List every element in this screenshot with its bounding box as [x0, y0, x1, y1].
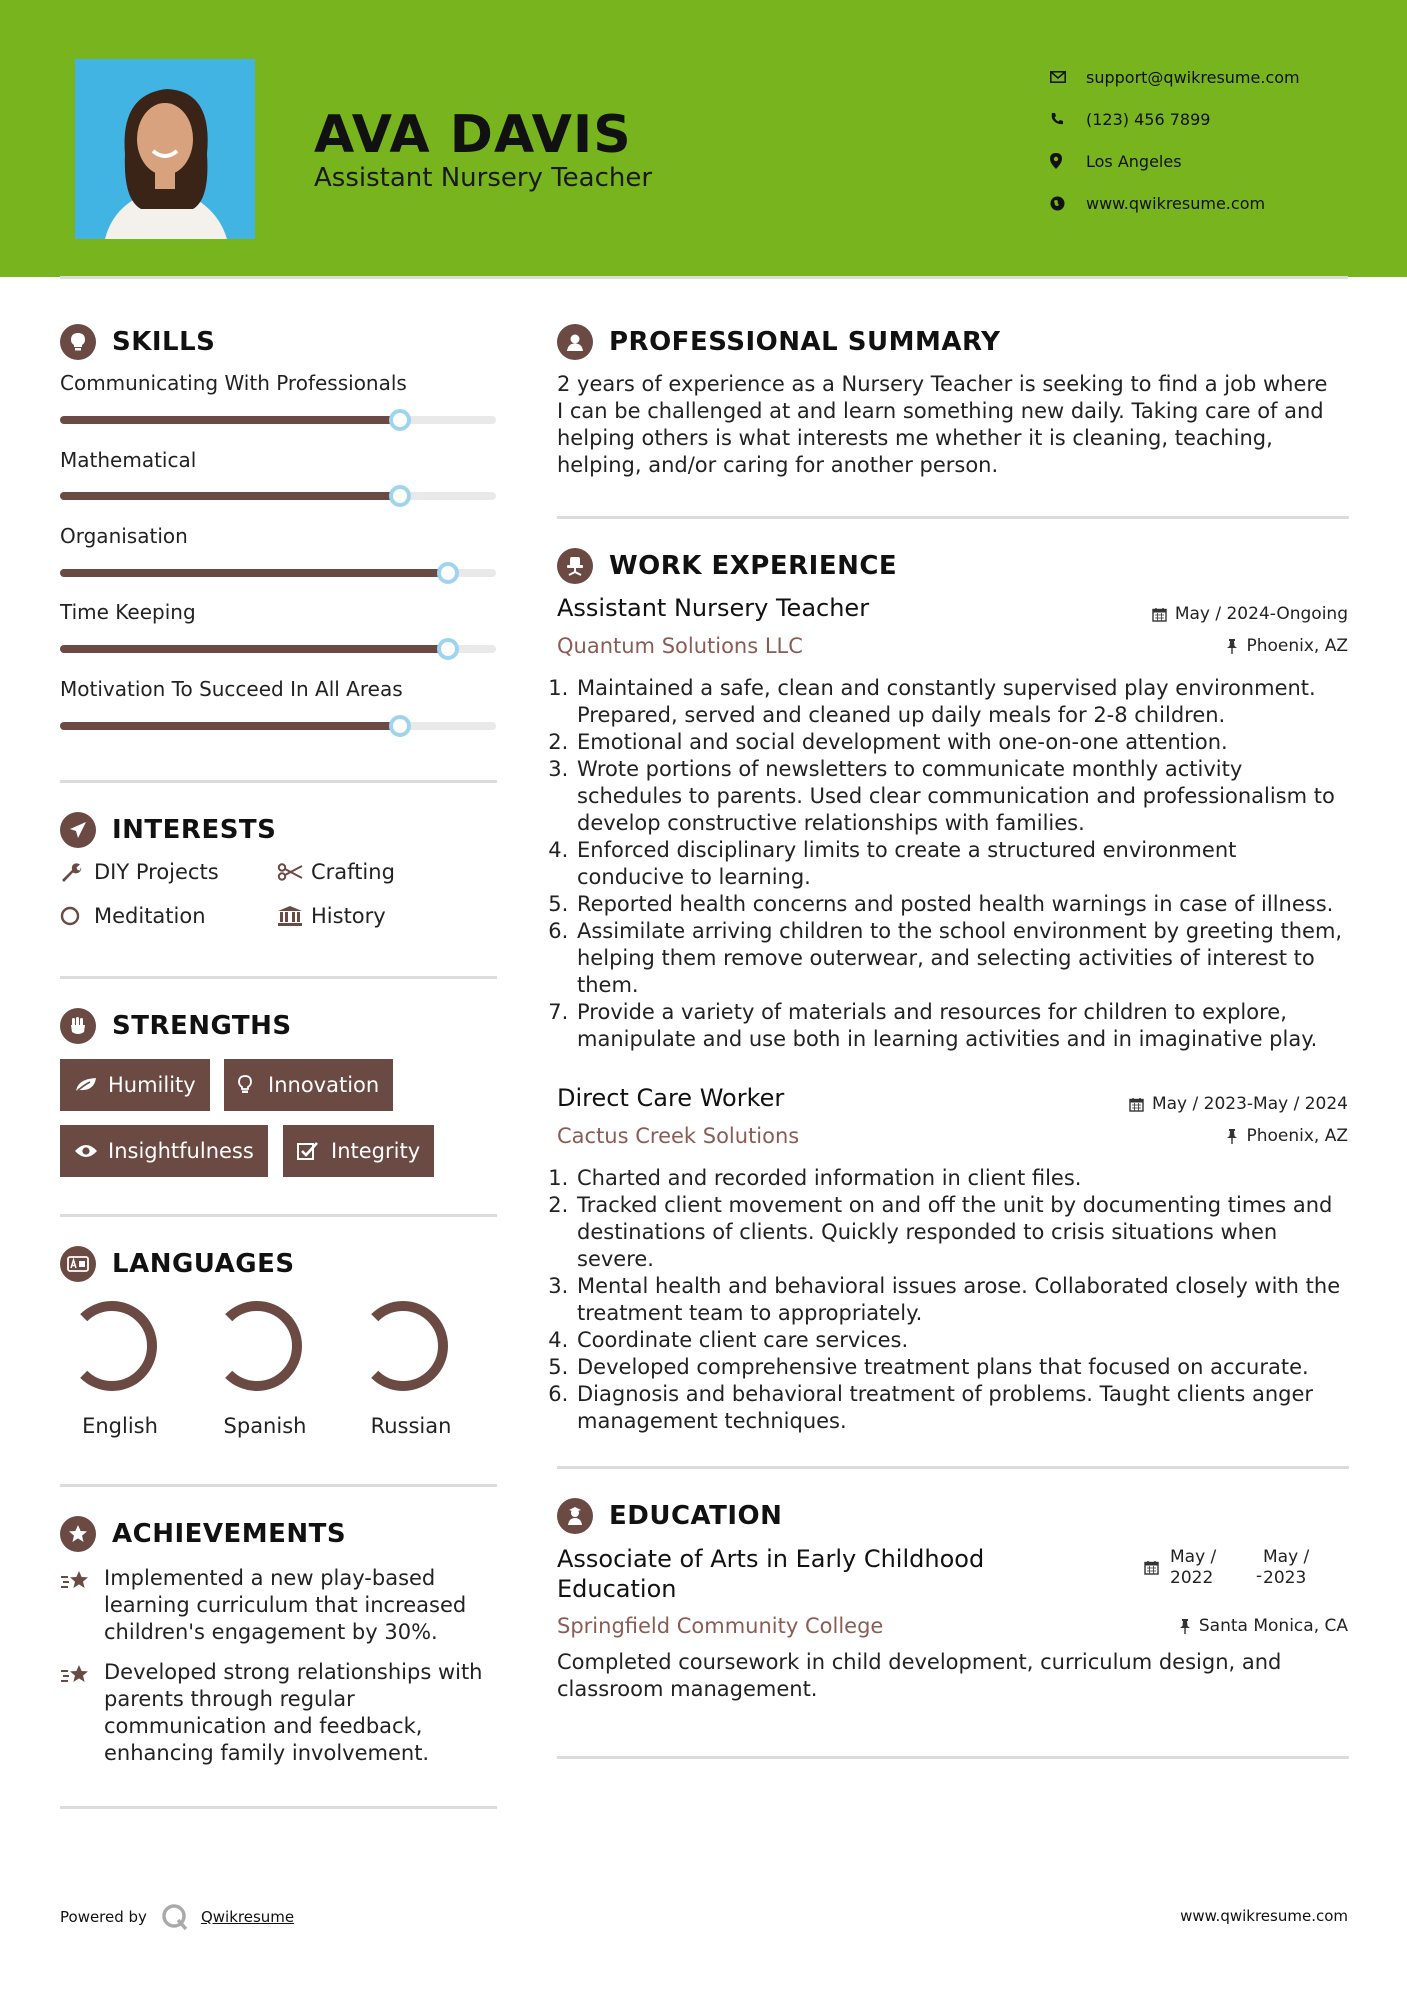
- pushpin-icon: [1179, 1618, 1191, 1634]
- interest-item: [60, 904, 206, 928]
- education-start-year: 2022: [1170, 1568, 1214, 1588]
- languages-heading-text: LANGUAGES: [112, 1249, 295, 1279]
- experience-heading: [557, 548, 897, 584]
- language-gauge: [52, 1296, 172, 1400]
- profile-photo: [75, 59, 255, 239]
- skill-label: Mathematical: [60, 448, 197, 472]
- interest-label: History: [311, 904, 386, 928]
- job-dates: [1152, 604, 1348, 624]
- job-bullet: 1. Charted and recorded information in client files.: [575, 1165, 1349, 1192]
- phone-icon: [1050, 112, 1086, 126]
- user-icon: [557, 324, 593, 360]
- contact-website[interactable]: [1050, 182, 1300, 224]
- job-dates: [1129, 1094, 1348, 1114]
- strength-label: Innovation: [268, 1073, 380, 1097]
- achievements-heading-text: ACHIEVEMENTS: [112, 1519, 347, 1549]
- envelope-icon: [1050, 71, 1086, 83]
- skills-heading-text: SKILLS: [112, 327, 216, 357]
- education-description: Completed coursework in child development, curriculum design, and classroom management.: [557, 1650, 1282, 1701]
- skill-bar-knob: [437, 562, 459, 584]
- lightbulb-icon: [60, 324, 96, 360]
- job-location-text: Phoenix, AZ: [1246, 1126, 1348, 1146]
- school-name: Springfield Community College: [557, 1614, 884, 1638]
- language-gauge-arc: [84, 1306, 152, 1386]
- skill-label: Time Keeping: [60, 600, 196, 624]
- skill-label: Organisation: [60, 524, 188, 548]
- language-card-icon: [60, 1246, 96, 1282]
- contact-email[interactable]: [1050, 56, 1300, 98]
- language-label: Russian: [370, 1414, 452, 1438]
- summary-heading-text: PROFESSIONAL SUMMARY: [609, 327, 1001, 357]
- strength-chip: [60, 1125, 268, 1177]
- candidate-name: AVA DAVIS: [314, 105, 632, 165]
- interests-heading-text: INTERESTS: [112, 815, 277, 845]
- interest-item: [277, 860, 395, 884]
- section-divider: [60, 1484, 497, 1487]
- footer-url[interactable]: www.qwikresume.com: [1180, 1907, 1348, 1925]
- skill-bar: [60, 492, 496, 500]
- degree-title-line: Education: [557, 1575, 677, 1603]
- achievement-item: [60, 1659, 500, 1767]
- skill-bar: [60, 416, 496, 424]
- job-bullet: 6. Assimilate arriving children to the school environment by greeting them, helping them remove outerwear, and selecting activities of interest to them.: [575, 918, 1349, 999]
- skill-bar-knob: [389, 409, 411, 431]
- star-badge-icon: [60, 1516, 96, 1552]
- contact-location-text: Los Angeles: [1086, 151, 1182, 171]
- interest-label: Crafting: [311, 860, 395, 884]
- experience-heading-text: WORK EXPERIENCE: [609, 551, 898, 581]
- qwikresume-link[interactable]: Qwikresume: [200, 1908, 295, 1926]
- shooting-star-icon: [60, 1659, 104, 1767]
- skill-bar-fill: [60, 569, 448, 577]
- interest-label: DIY Projects: [94, 860, 219, 884]
- calendar-icon: [1129, 1097, 1144, 1112]
- language-label: Spanish: [223, 1414, 307, 1438]
- calendar-icon: [1144, 1560, 1159, 1579]
- job-title: Assistant Nursery Teacher: [557, 594, 870, 622]
- job-bullet: 3. Wrote portions of newsletters to communicate monthly activity schedules to parents. Used clear communication and professionalism to develop constructive relationships with families.: [575, 756, 1349, 837]
- powered-by-text: Powered by: [60, 1908, 147, 1926]
- skill-label: Motivation To Succeed In All Areas: [60, 677, 403, 701]
- degree-title-line: Associate of Arts in Early Childhood: [557, 1545, 985, 1573]
- education-heading-text: EDUCATION: [609, 1501, 783, 1531]
- skill-bar: [60, 569, 496, 577]
- job-bullet: 4. Enforced disciplinary limits to create a structured environment conducive to learning.: [575, 837, 1349, 891]
- job-bullet: 5. Developed comprehensive treatment plans that focused on accurate.: [575, 1354, 1349, 1381]
- office-chair-icon: [557, 548, 593, 584]
- leaf-icon: [74, 1076, 108, 1094]
- job-title: Direct Care Worker: [557, 1084, 785, 1112]
- raised-fist-icon: [60, 1008, 96, 1044]
- checkbox-icon: [297, 1141, 331, 1161]
- section-divider: [60, 976, 497, 979]
- education-location-text: Santa Monica, CA: [1198, 1616, 1348, 1636]
- footer-powered-by: [60, 1903, 294, 1931]
- skill-label: Communicating With Professionals: [60, 371, 407, 395]
- section-divider: [557, 1466, 1349, 1469]
- job-bullet: 7. Provide a variety of materials and resources for children to explore, manipulate and use both in learning activities and in imaginative play.: [575, 999, 1349, 1053]
- education-end-date: [1263, 1547, 1309, 1589]
- skill-bar-fill: [60, 722, 400, 730]
- lightbulb-icon: [238, 1075, 268, 1095]
- interest-item: [277, 904, 386, 928]
- education-heading: [557, 1498, 782, 1534]
- job-dates-text: May / 2023-May / 2024: [1151, 1094, 1348, 1114]
- strength-label: Integrity: [331, 1139, 421, 1163]
- job-bullet: 5. Reported health concerns and posted health warnings in case of illness.: [575, 891, 1349, 918]
- strength-chip: [60, 1059, 210, 1111]
- skill-bar-knob: [437, 638, 459, 660]
- education-end-month: May /: [1263, 1547, 1310, 1567]
- language-gauge: [343, 1296, 463, 1400]
- pushpin-icon: [1226, 1128, 1238, 1144]
- eye-icon: [74, 1143, 108, 1159]
- contact-website-text: www.qwikresume.com: [1086, 193, 1266, 213]
- section-divider: [60, 1214, 497, 1217]
- date-separator: -: [1256, 1566, 1263, 1586]
- language-gauge: [197, 1296, 317, 1400]
- qwikresume-logo-icon: [161, 1903, 189, 1931]
- skills-heading: [60, 324, 215, 360]
- language-label: English: [82, 1414, 158, 1438]
- skill-bar-fill: [60, 416, 400, 424]
- shooting-star-icon: [60, 1565, 104, 1646]
- achievement-text: Implemented a new play-based learning curriculum that increased children's engagement by 30%.: [104, 1566, 467, 1644]
- languages-heading: [60, 1246, 295, 1282]
- job-bullet: 2. Tracked client movement on and off the unit by documenting times and destinations of clients. Quickly responded to crisis situations when severe.: [575, 1192, 1349, 1273]
- job-dates-text: May / 2024-Ongoing: [1174, 604, 1348, 624]
- strength-chip: [224, 1059, 393, 1111]
- degree-title: [557, 1544, 984, 1604]
- summary-heading: [557, 324, 1000, 360]
- strength-label: Insightfulness: [108, 1139, 254, 1163]
- company-name: Cactus Creek Solutions: [557, 1124, 800, 1148]
- skill-bar: [60, 645, 496, 653]
- company-name: Quantum Solutions LLC: [557, 634, 803, 658]
- job-bullet: 2. Emotional and social development with one-on-one attention.: [575, 729, 1349, 756]
- graduate-icon: [557, 1498, 593, 1534]
- contact-email-text: support@qwikresume.com: [1086, 67, 1300, 87]
- contact-phone[interactable]: [1050, 98, 1300, 140]
- museum-icon: [277, 905, 311, 927]
- header-divider: [60, 276, 1348, 279]
- strengths-heading-text: STRENGTHS: [112, 1011, 292, 1041]
- education-start-date: [1170, 1547, 1216, 1589]
- job-bullet: 3. Mental health and behavioral issues arose. Collaborated closely with the treatment team to appropriately.: [575, 1273, 1349, 1327]
- location-pin-icon: [1050, 153, 1086, 169]
- job-location: [1226, 636, 1348, 656]
- language-gauge-arc: [375, 1306, 443, 1386]
- interests-heading: [60, 812, 276, 848]
- language-gauge-arc: [229, 1306, 297, 1386]
- scissors-icon: [277, 863, 311, 881]
- strength-chip: [283, 1125, 434, 1177]
- job-bullet: 4. Coordinate client care services.: [575, 1327, 1349, 1354]
- section-divider: [60, 1806, 497, 1809]
- job-bullet: 6. Diagnosis and behavioral treatment of problems. Taught clients anger management techniques.: [575, 1381, 1349, 1435]
- candidate-title: Assistant Nursery Teacher: [314, 163, 653, 193]
- interest-label: Meditation: [94, 904, 206, 928]
- calendar-icon: [1152, 607, 1167, 622]
- job-bullets: [557, 675, 1349, 1053]
- section-divider: [557, 516, 1349, 519]
- skill-bar-fill: [60, 492, 400, 500]
- contact-phone-text: (123) 456 7899: [1086, 109, 1211, 129]
- header-banner: [0, 0, 1407, 277]
- achievement-item: [60, 1565, 500, 1646]
- job-bullets: [557, 1165, 1349, 1435]
- contact-list: [1050, 56, 1300, 224]
- wrench-icon: [60, 862, 94, 882]
- skill-bar: [60, 722, 496, 730]
- job-bullet: 1. Maintained a safe, clean and constantly supervised play environment. Prepared, served and cleaned up daily meals for 2-8 children.: [575, 675, 1349, 729]
- strength-label: Humility: [108, 1073, 196, 1097]
- achievement-text: Developed strong relationships with parents through regular communication and feedback, enhancing family involvement.: [104, 1660, 483, 1765]
- strengths-heading: [60, 1008, 292, 1044]
- job-location-text: Phoenix, AZ: [1246, 636, 1348, 656]
- globe-icon: [1050, 196, 1086, 211]
- section-divider: [60, 780, 497, 783]
- paper-plane-icon: [60, 812, 96, 848]
- job-location: [1226, 1126, 1348, 1146]
- skill-bar-knob: [389, 485, 411, 507]
- pushpin-icon: [1226, 638, 1238, 654]
- achievements-heading: [60, 1516, 346, 1552]
- skill-bar-fill: [60, 645, 448, 653]
- interest-item: [60, 860, 219, 884]
- education-location: [1179, 1616, 1348, 1636]
- contact-location: [1050, 140, 1300, 182]
- education-start-month: May /: [1170, 1547, 1217, 1567]
- circle-icon: [60, 906, 94, 926]
- education-end-year: 2023: [1263, 1568, 1307, 1588]
- skill-bar-knob: [389, 715, 411, 737]
- section-divider: [557, 1756, 1349, 1759]
- summary-text: 2 years of experience as a Nursery Teacher is seeking to find a job where I can be challenged at and learn something new daily. Taking care of and helping others is what interests me whether it is cleaning, teaching, helping, and/or caring for another person.: [557, 372, 1328, 477]
